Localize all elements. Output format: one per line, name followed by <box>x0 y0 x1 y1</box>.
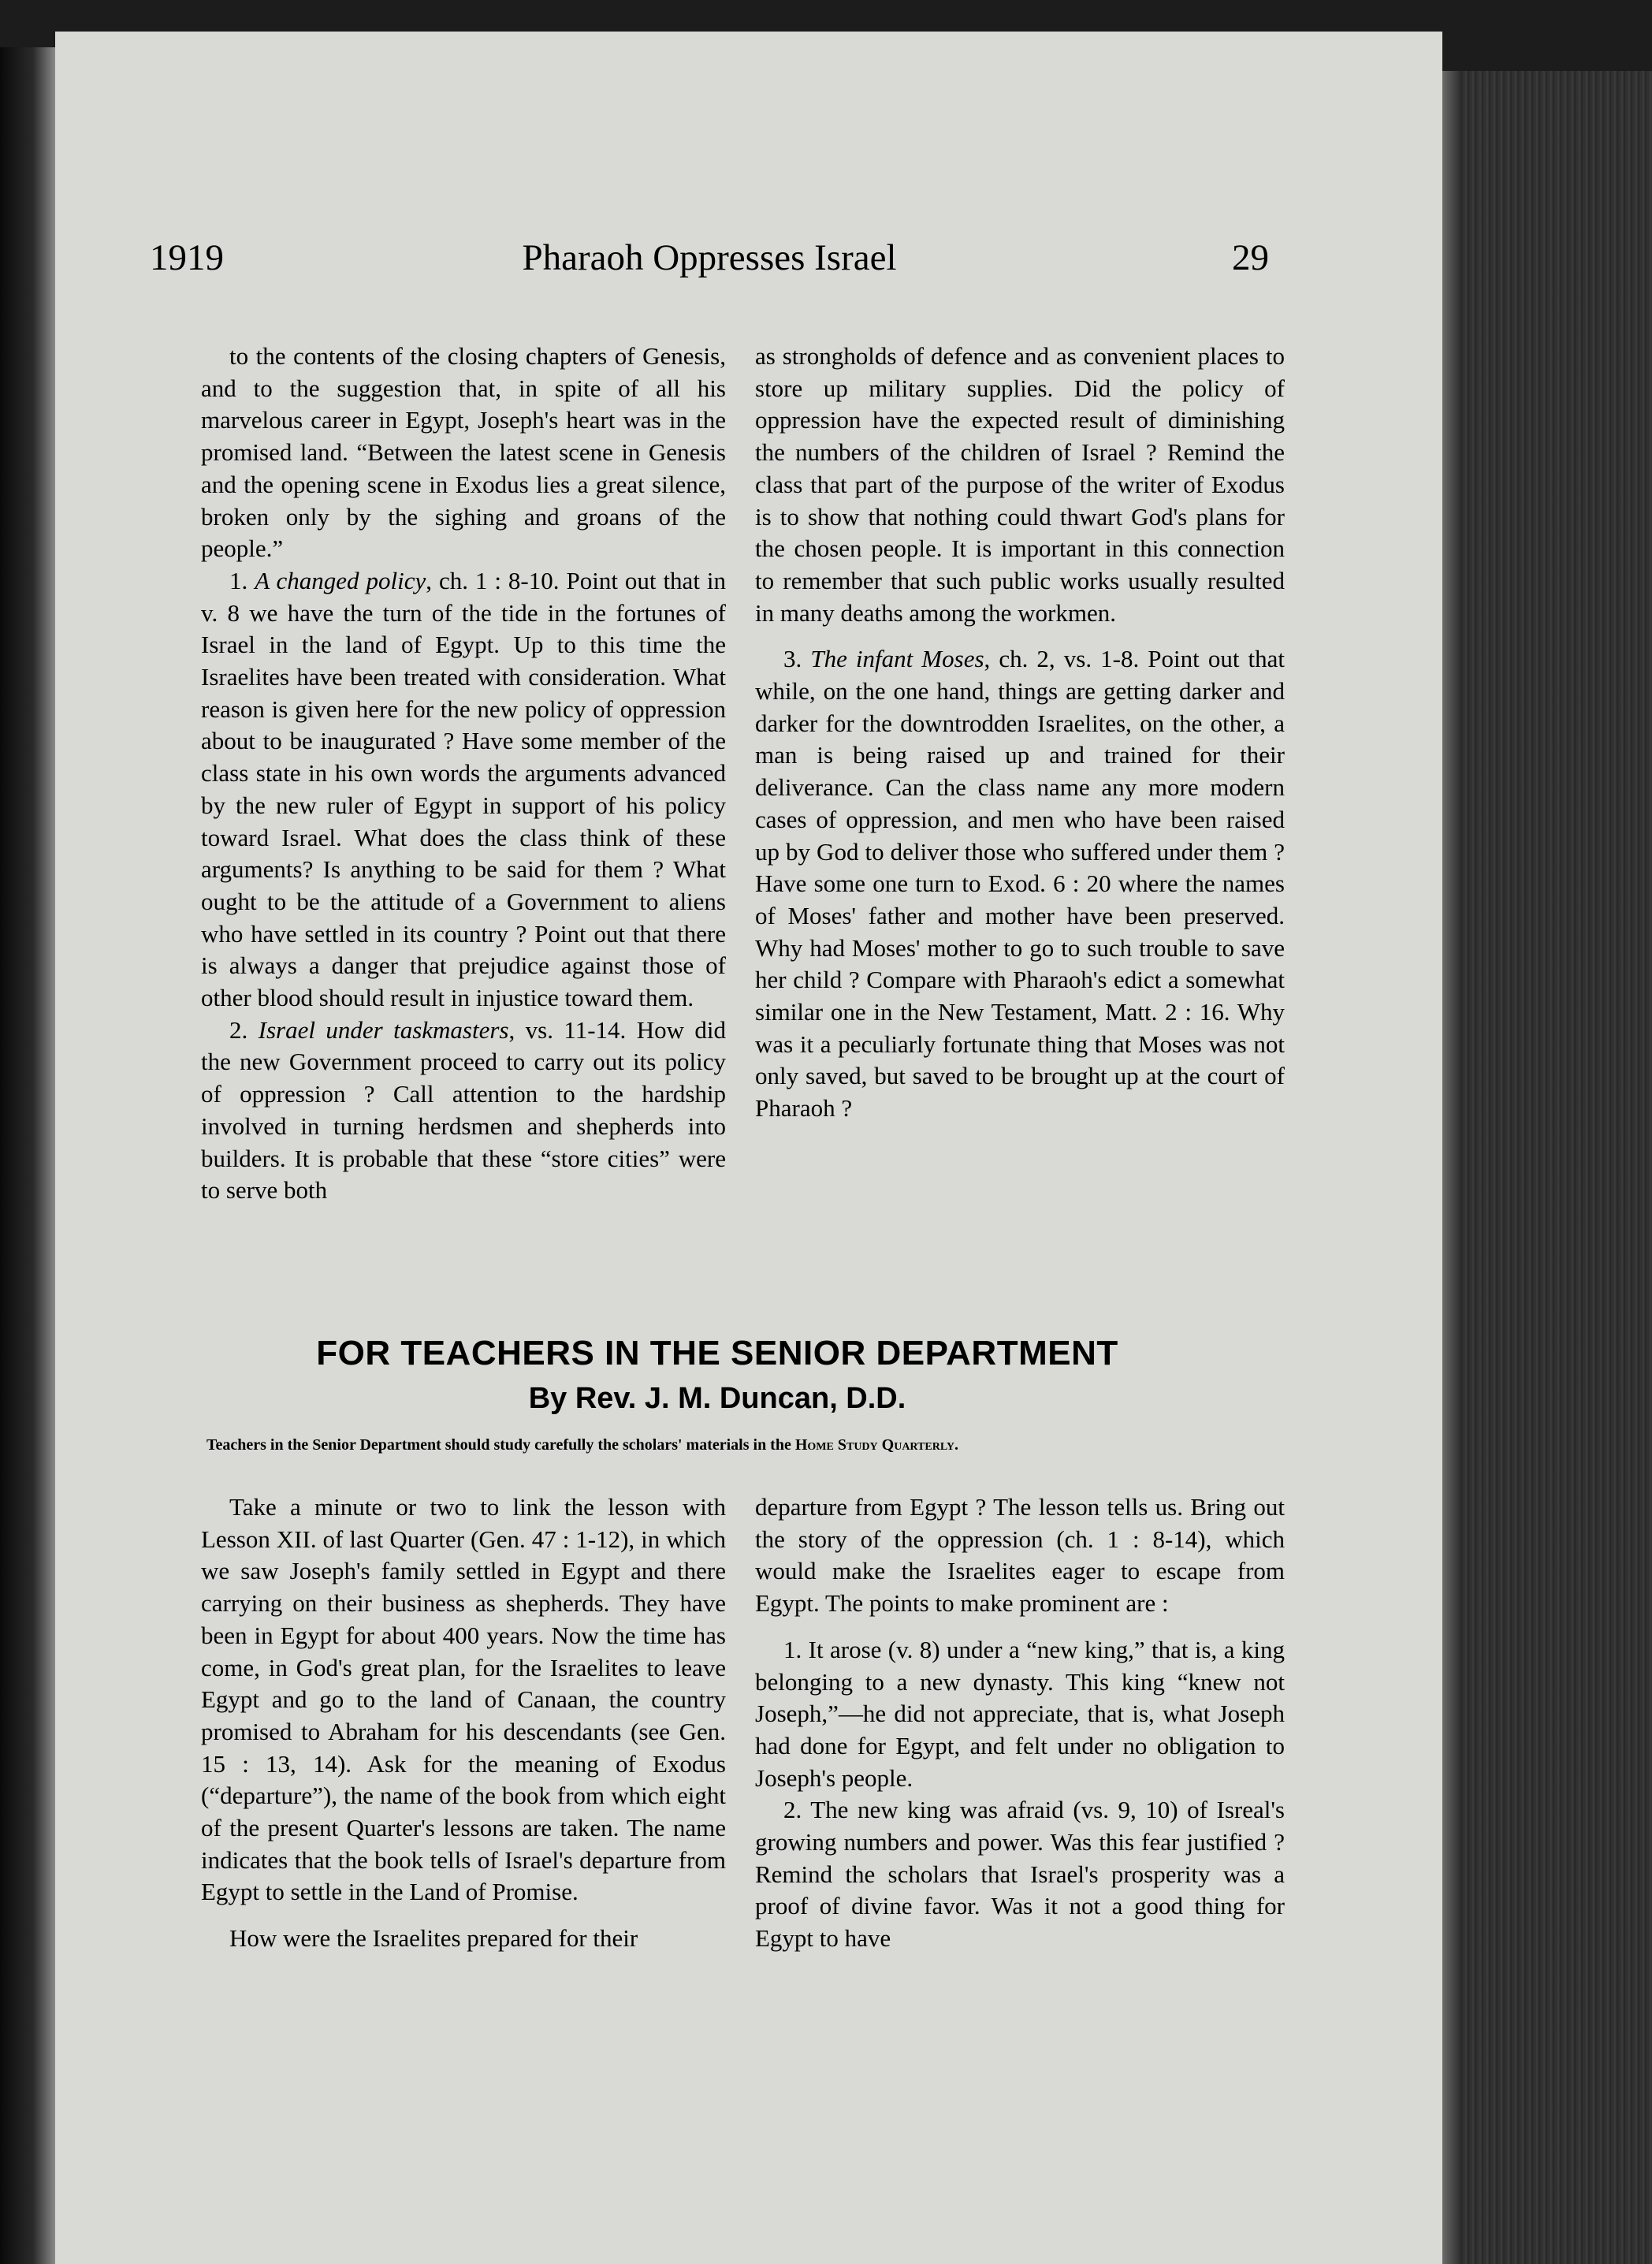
paragraph: to the contents of the closing chapters of Genesis, and to the suggestion that, in spite of all his marvelous career in Egypt, Joseph's heart was in the promised land. “Between the latest scene in Genesis and the opening scene in Exodus lies a great silence, broken only by the sighing and groans of the people.” <box>201 342 726 563</box>
top-right-column <box>755 341 1285 1125</box>
bottom-right-column <box>755 1491 1285 1955</box>
paragraph: departure from Egypt ? The lesson tells us. Bring out the story of the oppression (ch. 1 : 8-14), which would make the Israelites eager to escape from Egypt. The points to make prominent are : <box>755 1493 1285 1618</box>
header-year: 1919 <box>150 237 224 278</box>
page-number: 29 <box>1232 237 1269 278</box>
paragraph-changed-policy: 1. A changed policy, ch. 1 : 8-10. Point out that in v. 8 we have the turn of the tide in the fortunes of Israel in the land of Egypt. Up to this time the Israelites have been treated with consideration. What reason is given here for the new policy of oppression about to be inaugurated ? Have some member of the class state in his own words the arguments advanced by the new ruler of Egypt in support of his policy toward Israel. What does the class think of these arguments? Is anything to be said for them ? What ought to be the attitude of a Government to aliens who have settled in its country ? Point out that there is always a danger that prejudice against those of other blood should result in injustice toward them. <box>201 566 726 1012</box>
paragraph: How were the Israelites prepared for their <box>229 1924 638 1953</box>
paragraph: as strongholds of defence and as convenient places to store up military supplies. Did the policy of oppression have the expected result of diminishing the numbers of the children of Israel ? Remind the class that part of the purpose of the writer of Exodus is to show that nothing could thwart God's plans for the chosen people. It is important in this connection to remember that such public works usually resulted in many deaths among the workmen. <box>755 342 1285 627</box>
paragraph-infant-moses: 3. The infant Moses, ch. 2, vs. 1-8. Point out that while, on the one hand, things are getting darker and darker for the downtrodden Israelites, on the other, a man is being raised up and trained for their deliverance. Can the class name any more modern cases of oppression, and men who have been raised up by God to deliver those who suffered under them ? Have some one turn to Exod. 6 : 20 where the names of Moses' father and mother have been preserved. Why had Moses' mother to go to such trouble to save her child ? Compare with Pharaoh's edict a somewhat similar one in the New Testament, Matt. 2 : 16. Why was it a peculiarly fortunate thing that Moses was not only saved, but saved to be brought up at the court of Pharaoh ? <box>755 645 1285 1123</box>
bottom-left-column <box>201 1491 726 1955</box>
publication-name: Home Study Quarterly <box>794 1436 954 1454</box>
section-author: By Rev. J. M. Duncan, D.D. <box>528 1382 906 1415</box>
section-heading: FOR TEACHERS IN THE SENIOR DEPARTMENT <box>316 1334 1118 1372</box>
book-page-edges <box>1442 71 1652 2264</box>
subheading-italic: A changed policy <box>255 566 426 594</box>
point-1: 1. It arose (v. 8) under a “new king,” that is, a king belonging to a new dynasty. This king “knew not Joseph,”—he did not appreciate, that is, what Joseph had done for Egypt, and felt under no obligation to Joseph's people. <box>755 1635 1285 1792</box>
point-2: 2. The new king was afraid (vs. 9, 10) of Isreal's growing numbers and power. Was this fear justified ? Remind the scholars that Israel's prosperity was a proof of divine favor. Was it not a good thing for Egypt to have <box>755 1796 1285 1953</box>
paragraph: Take a minute or two to link the lesson with Lesson XII. of last Quarter (Gen. 47 : 1-12), in which we saw Joseph's family settled in Egypt and there carrying on their business as shepherds. They have been in Egypt for about 400 years. Now the time has come, in God's great plan, for the Israelites to leave Egypt and go to the land of Canaan, the country promised to Abraham for his descendants (see Gen. 15 : 13, 14). Ask for the meaning of Exodus (“departure”), the name of the book from which eight of the present Quarter's lessons are taken. The name indicates that the book tells of Israel's departure from Egypt to settle in the Land of Promise. <box>201 1493 726 1906</box>
binding-shadow <box>0 47 55 2264</box>
top-left-column <box>201 341 726 1207</box>
header-title: Pharaoh Oppresses Israel <box>522 237 897 278</box>
paragraph-taskmasters: 2. Israel under taskmasters, vs. 11-14. How did the new Government proceed to carry out its policy of oppression ? Call attention to the hardship involved in turning herdsmen and shepherds into builders. It is probable that these “store cities” were to serve both <box>201 1015 726 1205</box>
running-header <box>150 236 1269 292</box>
section-note: Teachers in the Senior Department should study carefully the scholars' materials in the Home Study Quarterly. <box>206 1436 958 1454</box>
subheading-italic: Israel under taskmasters <box>258 1015 509 1044</box>
subheading-italic: The infant Moses <box>810 645 984 673</box>
